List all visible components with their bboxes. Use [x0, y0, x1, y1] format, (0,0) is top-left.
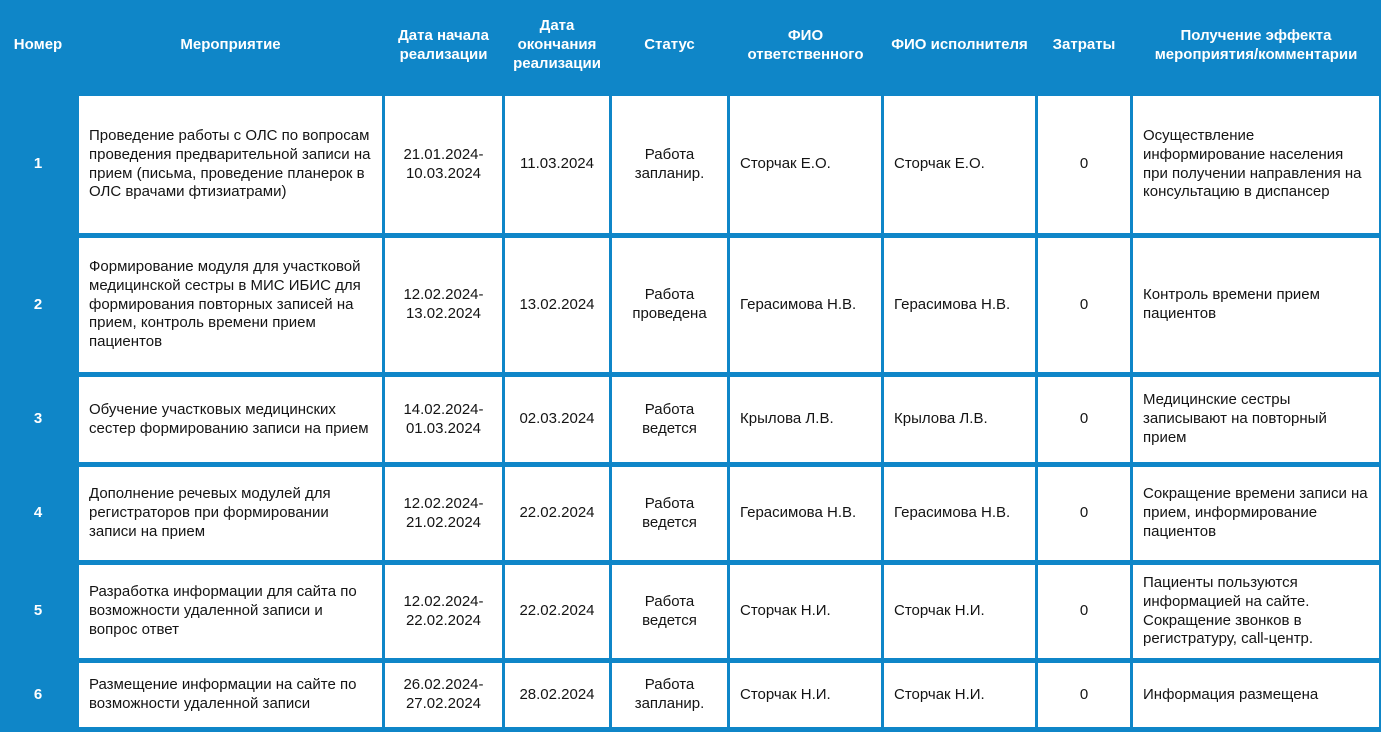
responsible-cell: Крылова Л.В. [730, 377, 881, 462]
cost-cell: 0 [1038, 663, 1130, 727]
start-date-cell: 26.02.2024-27.02.2024 [385, 663, 502, 727]
executor-cell: Сторчак Е.О. [884, 96, 1035, 233]
row-number: 4 [33, 504, 43, 522]
status-cell: Работа проведена [612, 238, 727, 372]
end-date-cell: 22.02.2024 [505, 467, 609, 560]
start-date-cell: 12.02.2024-13.02.2024 [385, 238, 502, 372]
executor-cell: Сторчак Н.И. [884, 565, 1035, 658]
status-cell: Работа ведется [612, 377, 727, 462]
row-number: 1 [33, 155, 43, 173]
start-date-cell: 12.02.2024-21.02.2024 [385, 467, 502, 560]
responsible-cell: Сторчак Е.О. [730, 96, 881, 233]
executor-cell: Крылова Л.В. [884, 377, 1035, 462]
row-number: 6 [33, 685, 43, 703]
end-date-cell: 11.03.2024 [505, 96, 609, 233]
activity-cell: Разработка информации для сайта по возможности удаленной записи и вопрос ответ [79, 565, 382, 658]
responsible-cell: Герасимова Н.В. [730, 238, 881, 372]
end-date-cell: 13.02.2024 [505, 238, 609, 372]
column-header-costs: Затраты [1052, 36, 1116, 54]
responsible-cell: Герасимова Н.В. [730, 467, 881, 560]
column-header-status: Статус [644, 36, 695, 54]
start-date-cell: 14.02.2024-01.03.2024 [385, 377, 502, 462]
activity-cell: Формирование модуля для участковой медицинской сестры в МИС ИБИС для формирования повторных записей на прием, контроль времени прием пациентов [79, 238, 382, 372]
column-header-end-date: Дата окончания реализации [513, 17, 601, 72]
responsible-cell: Сторчак Н.И. [730, 663, 881, 727]
end-date-cell: 22.02.2024 [505, 565, 609, 658]
effect-cell: Контроль времени прием пациентов [1133, 238, 1379, 372]
cost-cell: 0 [1038, 565, 1130, 658]
row-number: 2 [33, 295, 43, 313]
cost-cell: 0 [1038, 377, 1130, 462]
effect-cell: Сокращение времени записи на прием, информирование пациентов [1133, 467, 1379, 560]
column-header-activity: Мероприятие [180, 36, 281, 54]
cost-cell: 0 [1038, 96, 1130, 233]
status-cell: Работа ведется [612, 467, 727, 560]
column-header-number: Номер [13, 36, 63, 54]
start-date-cell: 21.01.2024-10.03.2024 [385, 96, 502, 233]
status-cell: Работа ведется [612, 565, 727, 658]
effect-cell: Медицинские сестры записывают на повторный прием [1133, 377, 1379, 462]
activity-cell: Дополнение речевых модулей для регистраторов при формировании записи на прием [79, 467, 382, 560]
row-number: 5 [33, 602, 43, 620]
effect-cell: Пациенты пользуются информацией на сайте. Сокращение звонков в регистратуру, call-центр. [1133, 565, 1379, 658]
activity-cell: Обучение участковых медицинских сестер формированию записи на прием [79, 377, 382, 462]
start-date-cell: 12.02.2024-22.02.2024 [385, 565, 502, 658]
responsible-cell: Сторчак Н.И. [730, 565, 881, 658]
column-header-start-date: Дата начала реализации [398, 26, 489, 63]
effect-cell: Информация размещена [1133, 663, 1379, 727]
executor-cell: Герасимова Н.В. [884, 467, 1035, 560]
effect-cell: Осуществление информирование населения при получении направления на консультацию в диспансер [1133, 96, 1379, 233]
column-header-responsible: ФИО ответственного [747, 26, 864, 63]
activity-cell: Проведение работы с ОЛС по вопросам проведения предварительной записи на прием (письма, проведение планерок в ОЛС врачами фтизиатрами) [79, 96, 382, 233]
end-date-cell: 02.03.2024 [505, 377, 609, 462]
cost-cell: 0 [1038, 467, 1130, 560]
column-header-effect: Получение эффекта мероприятия/комментарии [1154, 26, 1358, 63]
end-date-cell: 28.02.2024 [505, 663, 609, 727]
cost-cell: 0 [1038, 238, 1130, 372]
row-number: 3 [33, 410, 43, 428]
column-header-executor: ФИО исполнителя [891, 36, 1028, 54]
executor-cell: Герасимова Н.В. [884, 238, 1035, 372]
status-cell: Работа запланир. [612, 96, 727, 233]
activity-cell: Размещение информации на сайте по возможности удаленной записи [79, 663, 382, 727]
status-cell: Работа запланир. [612, 663, 727, 727]
executor-cell: Сторчак Н.И. [884, 663, 1035, 727]
